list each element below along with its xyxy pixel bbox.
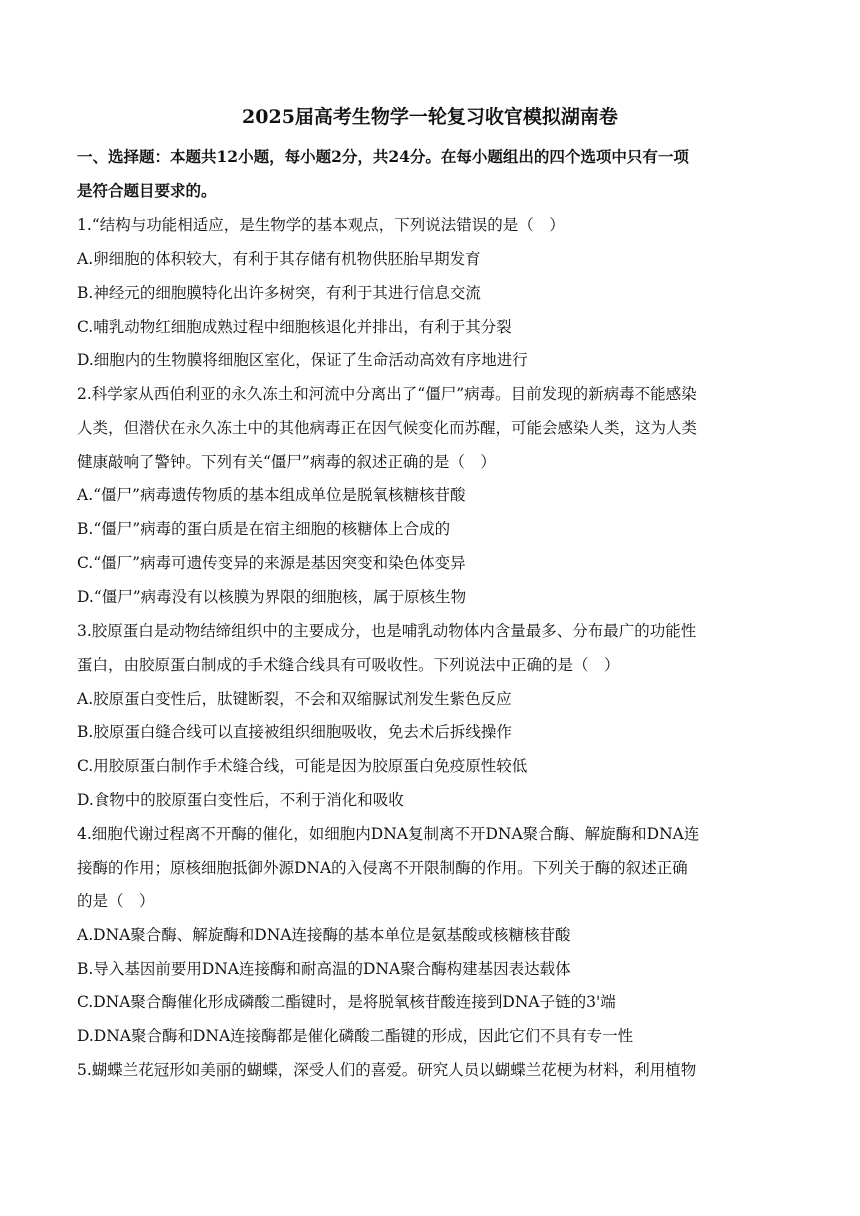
question-4-option-c: C.DNA聚合酶催化形成磷酸二酯键时，是将脱氧核苷酸连接到DNA子链的3'端: [77, 993, 616, 1011]
question-1-option-d: D.细胞内的生物膜将细胞区室化，保证了生命活动高效有序地进行: [77, 351, 528, 369]
question-4-option-b: B.导入基因前要用DNA连接酶和耐高温的DNA聚合酶构建基因表达载体: [77, 960, 571, 978]
question-2-option-a: A.“僵尸”病毒遗传物质的基本组成单位是脱氧核糖核苷酸: [77, 486, 466, 504]
question-2-stem-line-2: 人类，但潜伏在永久冻土中的其他病毒正在因气候变化而苏醒，可能会感染人类，这为人类: [77, 419, 698, 437]
question-1-option-a: A.卵细胞的体积较大，有利于其存储有机物供胚胎早期发育: [77, 250, 481, 268]
section-header-continued: 是符合题目要求的。: [77, 181, 217, 200]
question-5-stem-line-1: 5.蝴蝶兰花冠形如美丽的蝴蝶，深受人们的喜爱。研究人员以蝴蝶兰花梗为材料，利用植物: [77, 1061, 697, 1079]
question-4-option-a: A.DNA聚合酶、解旋酶和DNA连接酶的基本单位是氨基酸或核糖核苷酸: [77, 926, 571, 944]
question-1-stem: 1.“结构与功能相适应，是生物学的基本观点，下列说法错误的是（ ）: [77, 216, 565, 234]
question-2-option-d: D.“僵尸”病毒没有以核膜为界限的细胞核，属于原核生物: [77, 588, 467, 606]
question-4-stem-line-2: 接酶的作用；原核细胞抵御外源DNA的入侵离不开限制酶的作用。下列关于酶的叙述正确: [77, 859, 688, 877]
question-4-stem-line-1: 4.细胞代谢过程离不开酶的催化，如细胞内DNA复制离不开DNA聚合酶、解旋酶和DNA连: [77, 825, 700, 843]
question-2-option-b: B.“僵尸”病毒的蛋白质是在宿主细胞的核糖体上合成的: [77, 520, 451, 538]
question-3-option-d: D.食物中的胶原蛋白变性后，不利于消化和吸收: [77, 791, 404, 809]
question-3-option-a: A.胶原蛋白变性后，肽键断裂，不会和双缩脲试剂发生紫色反应: [77, 690, 512, 708]
question-3-option-c: C.用胶原蛋白制作手术缝合线，可能是因为胶原蛋白免疫原性较低: [77, 757, 528, 775]
question-1-option-b: B.神经元的细胞膜特化出许多树突，有利于其进行信息交流: [77, 284, 481, 302]
question-3-option-b: B.胶原蛋白缝合线可以直接被组织细胞吸收，免去术后拆线操作: [77, 723, 512, 741]
question-2-stem-line-1: 2.科学家从西伯利亚的永久冻土和河流中分离出了“僵尸”病毒。目前发现的新病毒不能感染: [77, 385, 697, 403]
question-2-option-c: C.“僵厂”病毒可遗传变异的来源是基因突变和染色体变异: [77, 554, 466, 572]
question-4-option-d: D.DNA聚合酶和DNA连接酶都是催化磷酸二酯键的形成，因此它们不具有专一性: [77, 1027, 634, 1045]
question-1-option-c: C.哺乳动物红细胞成熟过程中细胞核退化并排出，有利于其分裂: [77, 318, 512, 336]
question-4-stem-line-3: 的是（ ）: [77, 892, 155, 910]
question-3-stem-line-1: 3.胶原蛋白是动物结缔组织中的主要成分，也是哺乳动物体内含量最多、分布最广的功能性: [77, 622, 697, 640]
exam-title: 2025届高考生物学一轮复习收官模拟湖南卷: [242, 106, 618, 128]
section-header: 一、选择题：本题共12小题，每小题2分，共24分。在每小题组出的四个选项中只有一项: [77, 147, 689, 166]
question-3-stem-line-2: 蛋白，由胶原蛋白制成的手术缝合线具有可吸收性。下列说法中正确的是（ ）: [77, 656, 620, 674]
question-2-stem-line-3: 健康敲响了警钟。下列有关“僵尸”病毒的叙述正确的是（ ）: [77, 453, 496, 471]
